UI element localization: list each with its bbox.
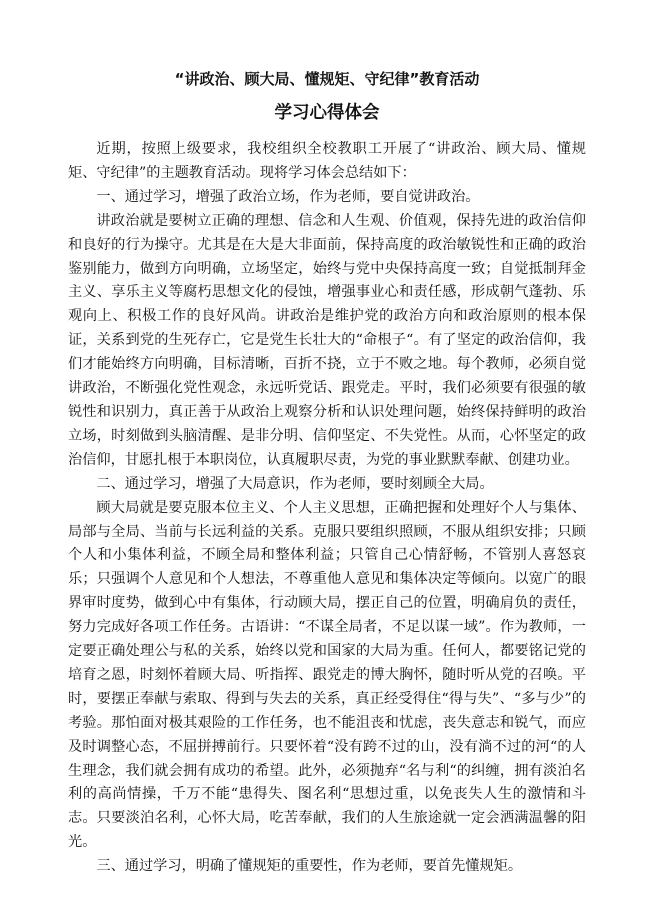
section-heading-1: 一、通过学习，增强了政治立场，作为老师，要自觉讲政治。 (96, 188, 480, 205)
section-2-body: 顾大局就是要克服本位主义、个人主义思想，正确把握和处理好个人与集体、局部与全局、当前与长远利益的关系。克服只要组织照顾，不服从组织安排；只顾个人和小集体利益，不顾全局和整体利益；只管自己心情舒畅，不管别人喜怒哀乐；只强调个人意见和个人想法，不尊重他人意见和集体决定等倾向。以宽广的眼界审时度势，做到心中有集体，行动顾大局，摆正自己的位置，明确肩负的责任，努力完成好各项工作任务。古语讲：“不谋全局者，不足以谋一域”。作为教师，一定要正确处理公与私的关系，始终以党和国家的大局为重。任何人，都要铭记党的培育之恩，时刻怀着顾大局、听指挥、跟党走的博大胸怀，随时听从党的召唤。平时，要摆正奉献与索取、得到与失去的关系，真正经受得住“得与失”、“多与少”的考验。那怕面对极其艰险的工作任务，也不能沮丧和忧虑，丧失意志和锐气，而应及时调整心态，不屈拼搏前行。只要怀着“没有跨不过的山，没有淌不过的河“的人生理念，我们就会拥有成功的希望。此外，必须抛弃“名与利“的纠缠，拥有淡泊名利的高尚情操，千万不能“患得失、图名利“思想过重，以免丧失人生的激情和斗志。只要淡泊名利，心怀大局，吃苦奉献，我们的人生旅途就一定会洒满温馨的阳光。 (68, 499, 586, 851)
document-subtitle: 学习心得体会 (274, 103, 380, 123)
document-title: “讲政治、顾大局、懂规矩、守纪律”教育活动 (174, 70, 480, 88)
intro-paragraph: 近期，按照上级要求，我校组织全校教职工开展了“讲政治、顾大局、懂规矩、守纪律”的主题教育活动。现将学习体会总结如下： (68, 141, 586, 181)
section-1-body: 讲政治就是要树立正确的理想、信念和人生观、价值观，保持先进的政治信仰和良好的行为操守。尤其是在大是大非面前，保持高度的政治敏锐性和正确的政治鉴别能力，做到方向明确，立场坚定，始终与党中央保持高度一致；自觉抵制拜金主义、享乐主义等腐朽思想文化的侵蚀，增强事业心和责任感，形成朝气蓬勃、乐观向上、积极工作的良好风尚。讲政治是维护党的政治方向和政治原则的根本保证，关系到党的生死存亡，它是党生长壮大的“命根子“。有了坚定的政治信仰，我们才能始终方向明确，目标清晰，百折不挠，立于不败之地。每个教师，必须自觉讲政治，不断强化党性观念，永远听党话、跟党走。平时，我们必须要有很强的敏锐性和识别力，真正善于从政治上观察分析和认识处理问题，始终保持鲜明的政治立场，时刻做到头脑清醒、是非分明、信仰坚定、不失党性。从而，心怀坚定的政治信仰，甘愿扎根于本职岗位，认真履职尽责，为党的事业默默奉献、创建功业。 (68, 212, 586, 468)
section-heading-2: 二、通过学习，增强了大局意识，作为老师，要时刻顾全大局。 (96, 475, 494, 492)
section-heading-3: 三、通过学习，明确了懂规矩的重要性，作为老师，要首先懂规矩。 (96, 858, 523, 875)
